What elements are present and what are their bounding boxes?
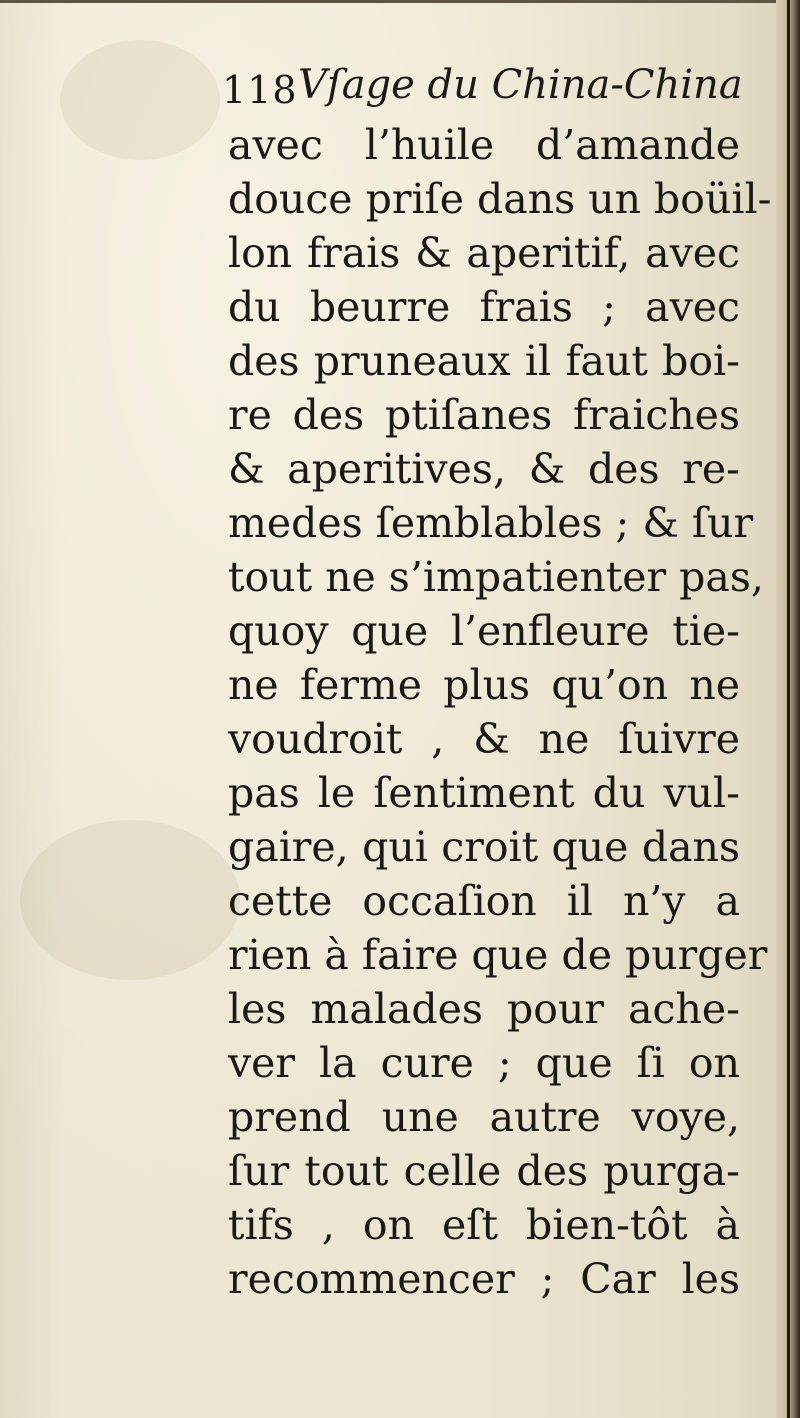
text-line: voudroit , & ne ſuivre — [228, 715, 740, 763]
text-line: avec l’huile d’amande — [228, 121, 740, 169]
text-line: quoy que l’enfleure tie- — [228, 607, 740, 655]
binding-shadow-line — [787, 0, 790, 1418]
text-line: & aperitives, & des re- — [228, 445, 740, 493]
text-line: recommencer ; Car les — [228, 1255, 740, 1303]
text-line: prend une autre voye, — [228, 1093, 740, 1141]
body-text — [228, 118, 772, 1306]
running-title: Vſage du China-China — [298, 62, 743, 108]
text-line: tifs , on eſt bien-tôt à — [228, 1201, 740, 1249]
text-line: ver la cure ; que ſi on — [228, 1039, 740, 1087]
text-line: ſur tout celle des purga- — [228, 1147, 740, 1195]
paper-stain — [60, 40, 220, 160]
text-line: ne ferme plus qu’on ne — [228, 661, 740, 709]
text-line: medes ſemblables ; & ſur — [228, 499, 754, 547]
text-line: des pruneaux il faut boi- — [228, 337, 740, 385]
page-number: 118 — [222, 68, 298, 112]
text-line: gaire, qui croit que dans — [228, 823, 740, 871]
text-line: tout ne s’impatienter pas, — [228, 553, 764, 601]
page-header — [222, 62, 742, 118]
text-line: pas le ſentiment du vul- — [228, 769, 740, 817]
text-line: lon frais & aperitif, avec — [228, 229, 740, 277]
text-line: rien à faire que de purger — [228, 931, 768, 979]
top-edge-rule — [0, 0, 780, 3]
text-line: douce priſe dans un boüil- — [228, 175, 772, 223]
paper-stain — [20, 820, 240, 980]
text-line: cette occaſion il n’y a — [228, 877, 740, 925]
text-line: du beurre frais ; avec — [228, 283, 740, 331]
text-line: les malades pour ache- — [228, 985, 740, 1033]
text-line: re des ptiſanes fraiches — [228, 391, 740, 439]
